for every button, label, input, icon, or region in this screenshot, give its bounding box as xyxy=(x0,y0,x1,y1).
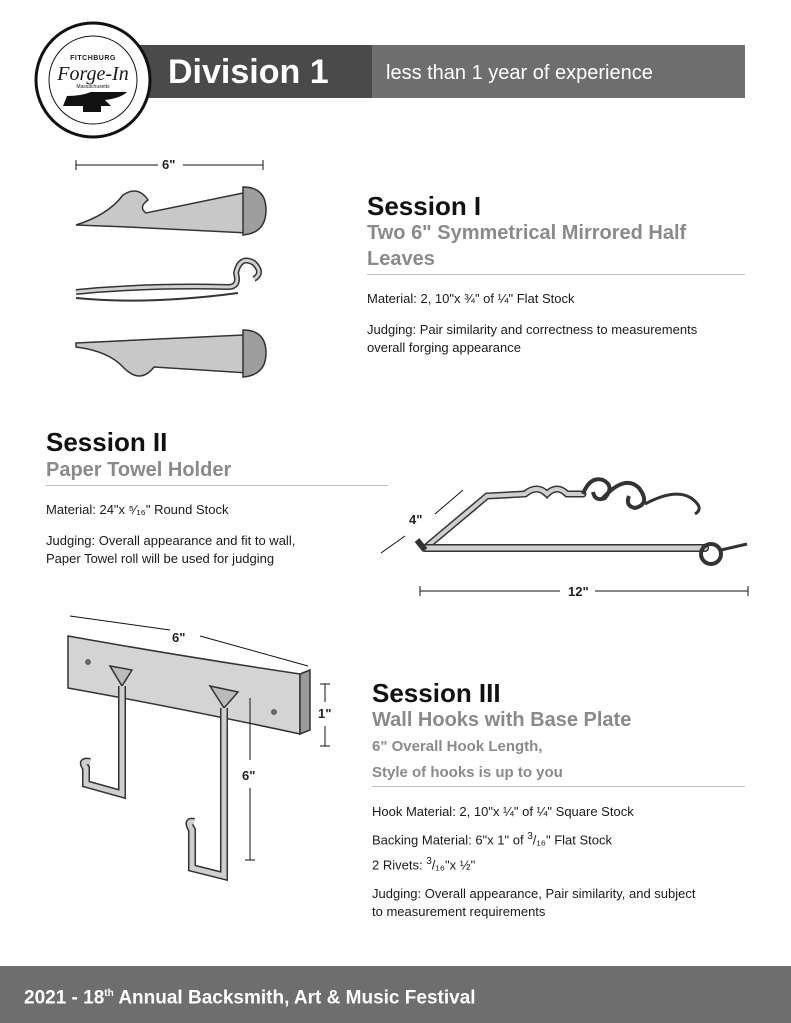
session1-divider xyxy=(367,274,745,275)
wall-hooks-drawing-icon xyxy=(60,608,340,898)
hook-length-label: 6" xyxy=(242,768,256,783)
wall-hooks-illustration xyxy=(60,608,340,898)
session1-judging-line2: overall forging appearance xyxy=(367,340,521,355)
session3-hook-material: Hook Material: 2, 10"x ¼" of ¼" Square Stock xyxy=(372,804,634,819)
division-subtitle: less than 1 year of experience xyxy=(386,62,653,84)
session2-title: Session II xyxy=(46,427,168,457)
session1-subtitle-line1: Two 6" Symmetrical Mirrored Half xyxy=(367,222,687,244)
plate-height-label: 1" xyxy=(318,706,332,721)
session2-material: Material: 24"x ⁵⁄₁₆" Round Stock xyxy=(46,502,229,517)
division-title: Division 1 xyxy=(168,53,329,91)
plate-width-label: 6" xyxy=(172,630,186,645)
rivets-suffix: "x ½" xyxy=(445,857,476,873)
paper-towel-holder-drawing-icon xyxy=(375,468,765,603)
session3-subtitle: Wall Hooks with Base Plate xyxy=(372,709,632,731)
session3-backing-material xyxy=(372,828,612,848)
logo-name: Forge-In xyxy=(57,63,129,85)
rivets-fraction-num: 3 xyxy=(426,856,432,867)
half-leaf-drawing-icon xyxy=(68,155,268,385)
backing-fraction-num: 3 xyxy=(527,831,533,842)
backing-suffix: " Flat Stock xyxy=(546,832,613,848)
footer-suffix: Annual Backsmith, Art & Music Festival xyxy=(113,987,476,1009)
rivets-fraction-den: /₁₆ xyxy=(431,857,445,873)
towel-holder-width-label: 12" xyxy=(568,584,589,599)
session3-title: Session III xyxy=(372,678,501,708)
session3-detail-line2: Style of hooks is up to you xyxy=(372,764,563,781)
session1-material: Material: 2, 10"x ¾" of ¼" Flat Stock xyxy=(367,291,575,306)
session2-judging-line2: Paper Towel roll will be used for judging xyxy=(46,551,275,566)
forge-in-logo xyxy=(33,20,153,140)
session2-subtitle: Paper Towel Holder xyxy=(46,459,232,481)
session3-detail-line1: 6" Overall Hook Length, xyxy=(372,738,543,755)
session3-divider xyxy=(372,786,745,787)
footer-sup: th xyxy=(104,988,114,999)
session1-subtitle-line2: Leaves xyxy=(367,248,435,270)
towel-holder-illustration xyxy=(375,468,765,603)
leaf-illustrations xyxy=(68,155,268,385)
session2-divider xyxy=(46,485,388,486)
session1-judging-line1: Judging: Pair similarity and correctness to measurements xyxy=(367,322,698,337)
session1-title: Session I xyxy=(367,191,482,221)
leaf-dimension-label: 6" xyxy=(162,157,176,172)
backing-prefix: Backing Material: 6"x 1" of xyxy=(372,832,528,848)
footer-text xyxy=(24,982,476,1010)
rivets-prefix: 2 Rivets: xyxy=(372,857,427,873)
logo-place: Massachusetts xyxy=(76,84,110,90)
session3-rivets xyxy=(372,853,475,873)
session2-judging-line1: Judging: Overall appearance and fit to wall, xyxy=(46,533,296,548)
session3-judging-line2: to measurement requirements xyxy=(372,904,546,919)
towel-holder-height-label: 4" xyxy=(409,512,423,527)
backing-fraction-den: /₁₆ xyxy=(532,832,546,848)
session3-judging-line1: Judging: Overall appearance, Pair similarity, and subject xyxy=(372,886,696,901)
logo-top-text: FITCHBURG xyxy=(70,55,116,62)
footer-prefix: 2021 - 18 xyxy=(24,987,105,1009)
